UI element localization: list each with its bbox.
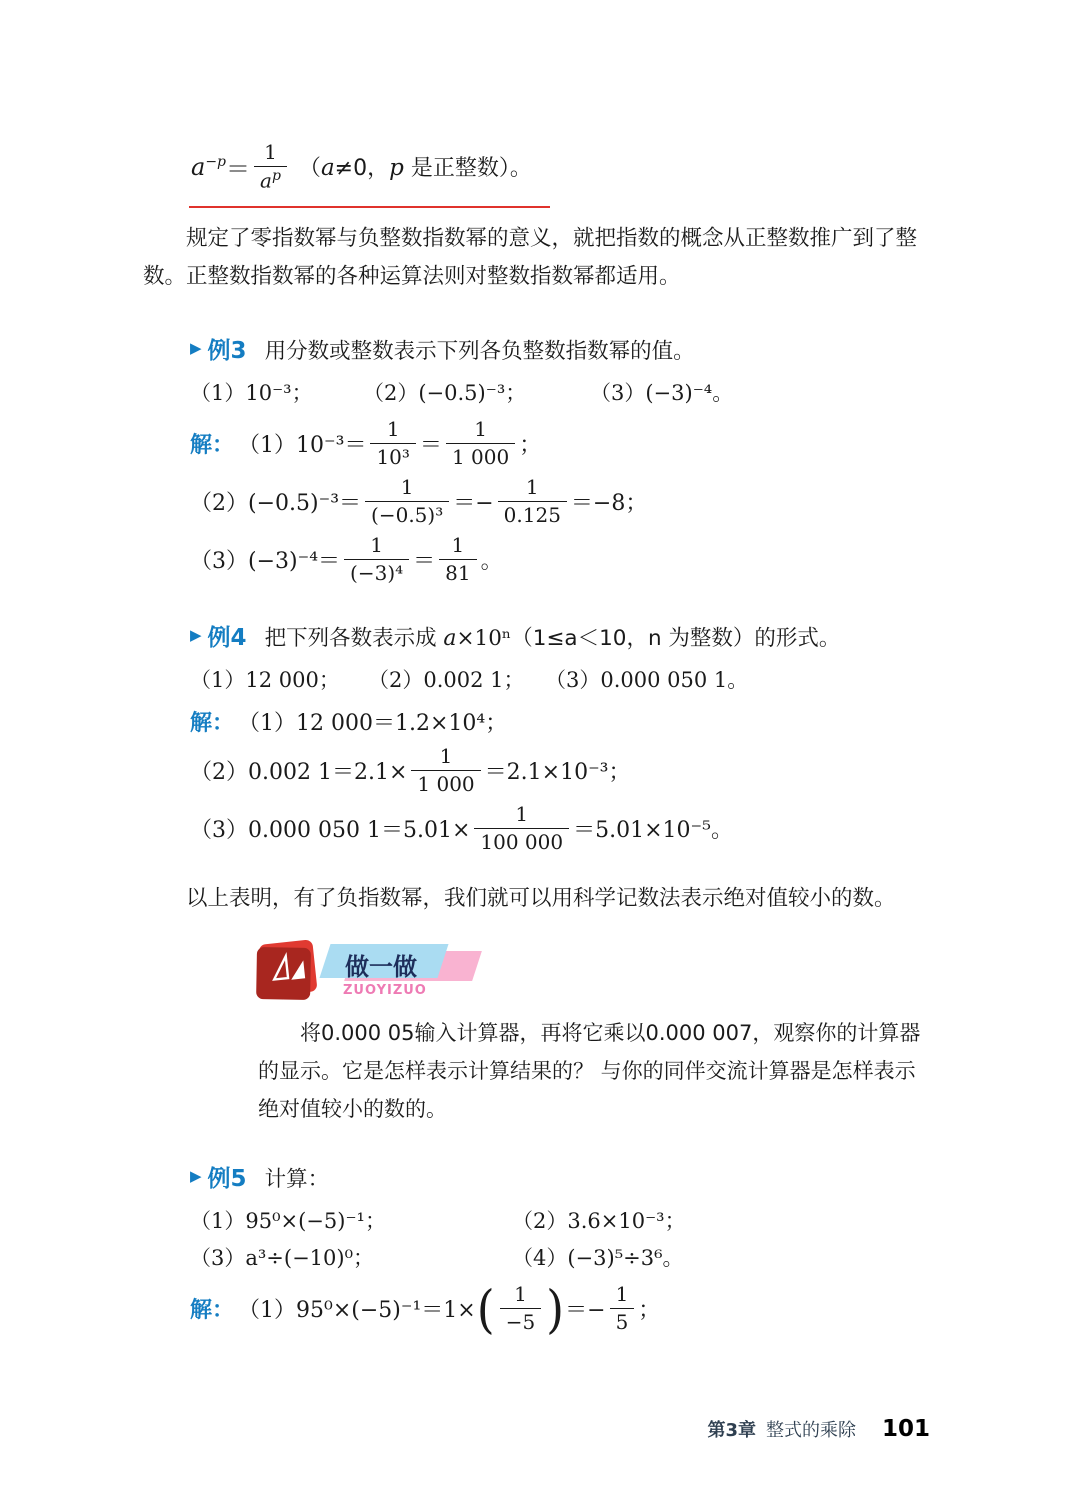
fraction-denominator: (−0.5)³ (365, 501, 449, 528)
fraction (370, 417, 415, 470)
fraction-denominator: 5 (610, 1308, 635, 1335)
example3-title: 用分数或整数表示下列各负整数指数幂的值。 (264, 338, 695, 364)
fraction-den-exponent: p (271, 168, 281, 184)
zuoyizuo-text: 将0.000 05输入计算器，再将它乘以0.000 007，观察你的计算器的显示。它是怎样表示计算结果的？ 与你的同伴交流计算器是怎样表示绝对值较小的数的。 (258, 1020, 921, 1121)
page-footer (707, 1416, 930, 1442)
zuoyizuo-banner-column (325, 944, 485, 998)
math-segment: （2）(−0.5)⁻³＝ (190, 491, 362, 517)
math-segment: （1）95⁰×(−5)⁻¹＝1× (238, 1298, 476, 1324)
math-segment: ＝5.01×10⁻⁵。 (573, 818, 733, 844)
example4-item-3: （3）0.000 050 1。 (545, 667, 749, 692)
title-text: 把下列各数表示成 (264, 625, 444, 651)
math-segment: ＝−8； (570, 491, 648, 517)
left-paren: ( (476, 1278, 495, 1339)
fraction (498, 475, 567, 528)
jie-label: 解： (190, 433, 235, 459)
fraction-numerator: 1 (525, 475, 539, 500)
formula-lhs-base: a (191, 152, 206, 181)
math-segment: ； (519, 433, 542, 459)
example4-solution-line-2 (190, 744, 930, 798)
math-segment: ＝2.1×10⁻³； (484, 760, 631, 786)
example5-item-4: （4）(−3)⁵÷3⁶。 (512, 1245, 684, 1270)
zuoyizuo-banner (325, 944, 485, 980)
fraction-numerator: 1 (514, 1282, 527, 1307)
fraction-numerator: 1 (264, 140, 277, 164)
math-segment: 。 (480, 549, 503, 575)
math-segment: ＝ (419, 433, 442, 459)
fraction-denominator: 0.125 (498, 501, 567, 528)
math-segment: （3）0.000 050 1＝5.01× (190, 818, 471, 844)
example5-item-3: （3）a³÷(−10)⁰； (190, 1245, 375, 1270)
jie-label: 解： (190, 711, 235, 737)
math-segment: （1）12 000＝1.2×10⁴； (238, 711, 508, 737)
jie-label: 解： (190, 1298, 235, 1324)
example5-header (190, 1160, 930, 1193)
example3-solution-line-3 (190, 533, 930, 587)
fraction (500, 1282, 541, 1335)
formula-fraction (254, 140, 287, 194)
example5-item-1: （1）95⁰×(−5)⁻¹； (190, 1208, 386, 1233)
example5-title: 计算： (264, 1166, 330, 1192)
example4-solution-line-1 (190, 704, 930, 740)
fraction (610, 1282, 635, 1335)
triangle-marker-icon: ▶ (190, 626, 202, 645)
right-paren: ) (546, 1278, 565, 1339)
example5-item-2: （2）3.6×10⁻³； (512, 1208, 686, 1233)
fraction-denominator: −5 (500, 1308, 541, 1335)
example4-label: 例4 (207, 624, 247, 651)
example5-solution-line-1 (190, 1278, 930, 1339)
fraction-denominator: 81 (439, 559, 476, 586)
footer-section-title: 整式的乘除 (765, 1420, 856, 1441)
title-var-a: a (443, 625, 457, 651)
fraction-denominator: 10³ (370, 443, 415, 470)
fraction (439, 533, 476, 586)
title-math: ×10ⁿ (456, 625, 512, 651)
example3-header (190, 332, 930, 365)
example5-label: 例5 (207, 1165, 247, 1192)
page-number: 101 (881, 1416, 930, 1442)
footer-chapter: 第3章 (707, 1420, 756, 1441)
math-segment: （3）(−3)⁻⁴＝ (190, 549, 341, 575)
set-square-icon (258, 939, 317, 996)
fraction (411, 744, 480, 797)
condition-var-p: p (389, 155, 404, 182)
math-segment: （2）0.002 1＝2.1× (190, 760, 408, 786)
example3-solution-line-2 (190, 475, 930, 529)
condition-middle: ≠0， (334, 156, 390, 182)
condition-open-paren: （ (298, 156, 321, 182)
zuoyizuo-title: 做一做 (345, 952, 417, 981)
negative-exponent-formula (189, 140, 550, 208)
title-text: （1≤a＜10，n 为整数）的形式。 (511, 625, 841, 651)
example3-label: 例3 (207, 337, 247, 364)
example4-header (190, 619, 930, 652)
fraction (446, 417, 515, 470)
fraction-numerator: 1 (370, 533, 383, 558)
example4-solution-line-3 (190, 802, 930, 856)
triangle-marker-icon: ▶ (190, 1167, 202, 1186)
example3-item-1: （1）10⁻³； (190, 380, 313, 405)
fraction-numerator: 1 (515, 802, 529, 827)
example4-title (265, 621, 841, 652)
math-segment: （1）10⁻³＝ (238, 433, 367, 459)
formula-condition (299, 151, 532, 182)
summary-paragraph: 以上表明，有了负指数幂，我们就可以用科学记数法表示绝对值较小的数。 (186, 885, 896, 911)
zuoyizuo-subtitle: ZUOYIZUO (343, 982, 427, 998)
fraction-den-base: a (260, 168, 272, 193)
fraction-numerator: 1 (451, 533, 465, 558)
math-segment: ＝− (565, 1298, 606, 1324)
math-segment: ＝− (453, 491, 494, 517)
fraction-denominator (254, 166, 287, 194)
fraction-denominator: 1 000 (411, 770, 480, 797)
triangle-marker-icon: ▶ (190, 339, 202, 358)
example4-items (190, 664, 930, 694)
fraction-denominator: 100 000 (474, 828, 569, 855)
fraction-denominator: 1 000 (446, 443, 515, 470)
math-segment: ＝ (413, 549, 436, 575)
example3-item-2: （2）(−0.5)⁻³； (363, 380, 527, 405)
formula-lhs (191, 153, 226, 181)
fraction-denominator: (−3)⁴ (344, 559, 409, 586)
zuoyizuo-activity-header (261, 942, 930, 1006)
fraction (474, 802, 569, 855)
formula-equals: ＝ (226, 155, 251, 184)
example4-item-1: （1）12 000； (190, 667, 340, 692)
example3-solution-line-1 (190, 417, 930, 471)
formula-lhs-exponent: −p (205, 153, 227, 170)
fraction-numerator: 1 (439, 744, 453, 769)
example5-items (190, 1205, 930, 1272)
fraction-numerator: 1 (400, 475, 414, 500)
example3-item-3: （3）(−3)⁻⁴。 (590, 380, 734, 405)
condition-var-a: a (320, 155, 335, 182)
math-segment: ； (638, 1298, 661, 1324)
intro-paragraph: 规定了零指数幂与负整数指数幂的意义，就把指数的概念从正整数推广到了整数。正整数指数幂的各种运算法则对整数指数幂都适用。 (143, 225, 918, 289)
fraction (344, 533, 409, 586)
triangle-ruler-glyph (266, 947, 310, 989)
fraction-numerator: 1 (615, 1282, 629, 1307)
fraction-numerator: 1 (474, 417, 487, 442)
example4-item-2: （2）0.002 1； (368, 667, 525, 692)
fraction (365, 475, 449, 528)
fraction-numerator: 1 (386, 417, 400, 442)
condition-rest: 是正整数）。 (403, 156, 532, 182)
example3-items (190, 377, 930, 407)
